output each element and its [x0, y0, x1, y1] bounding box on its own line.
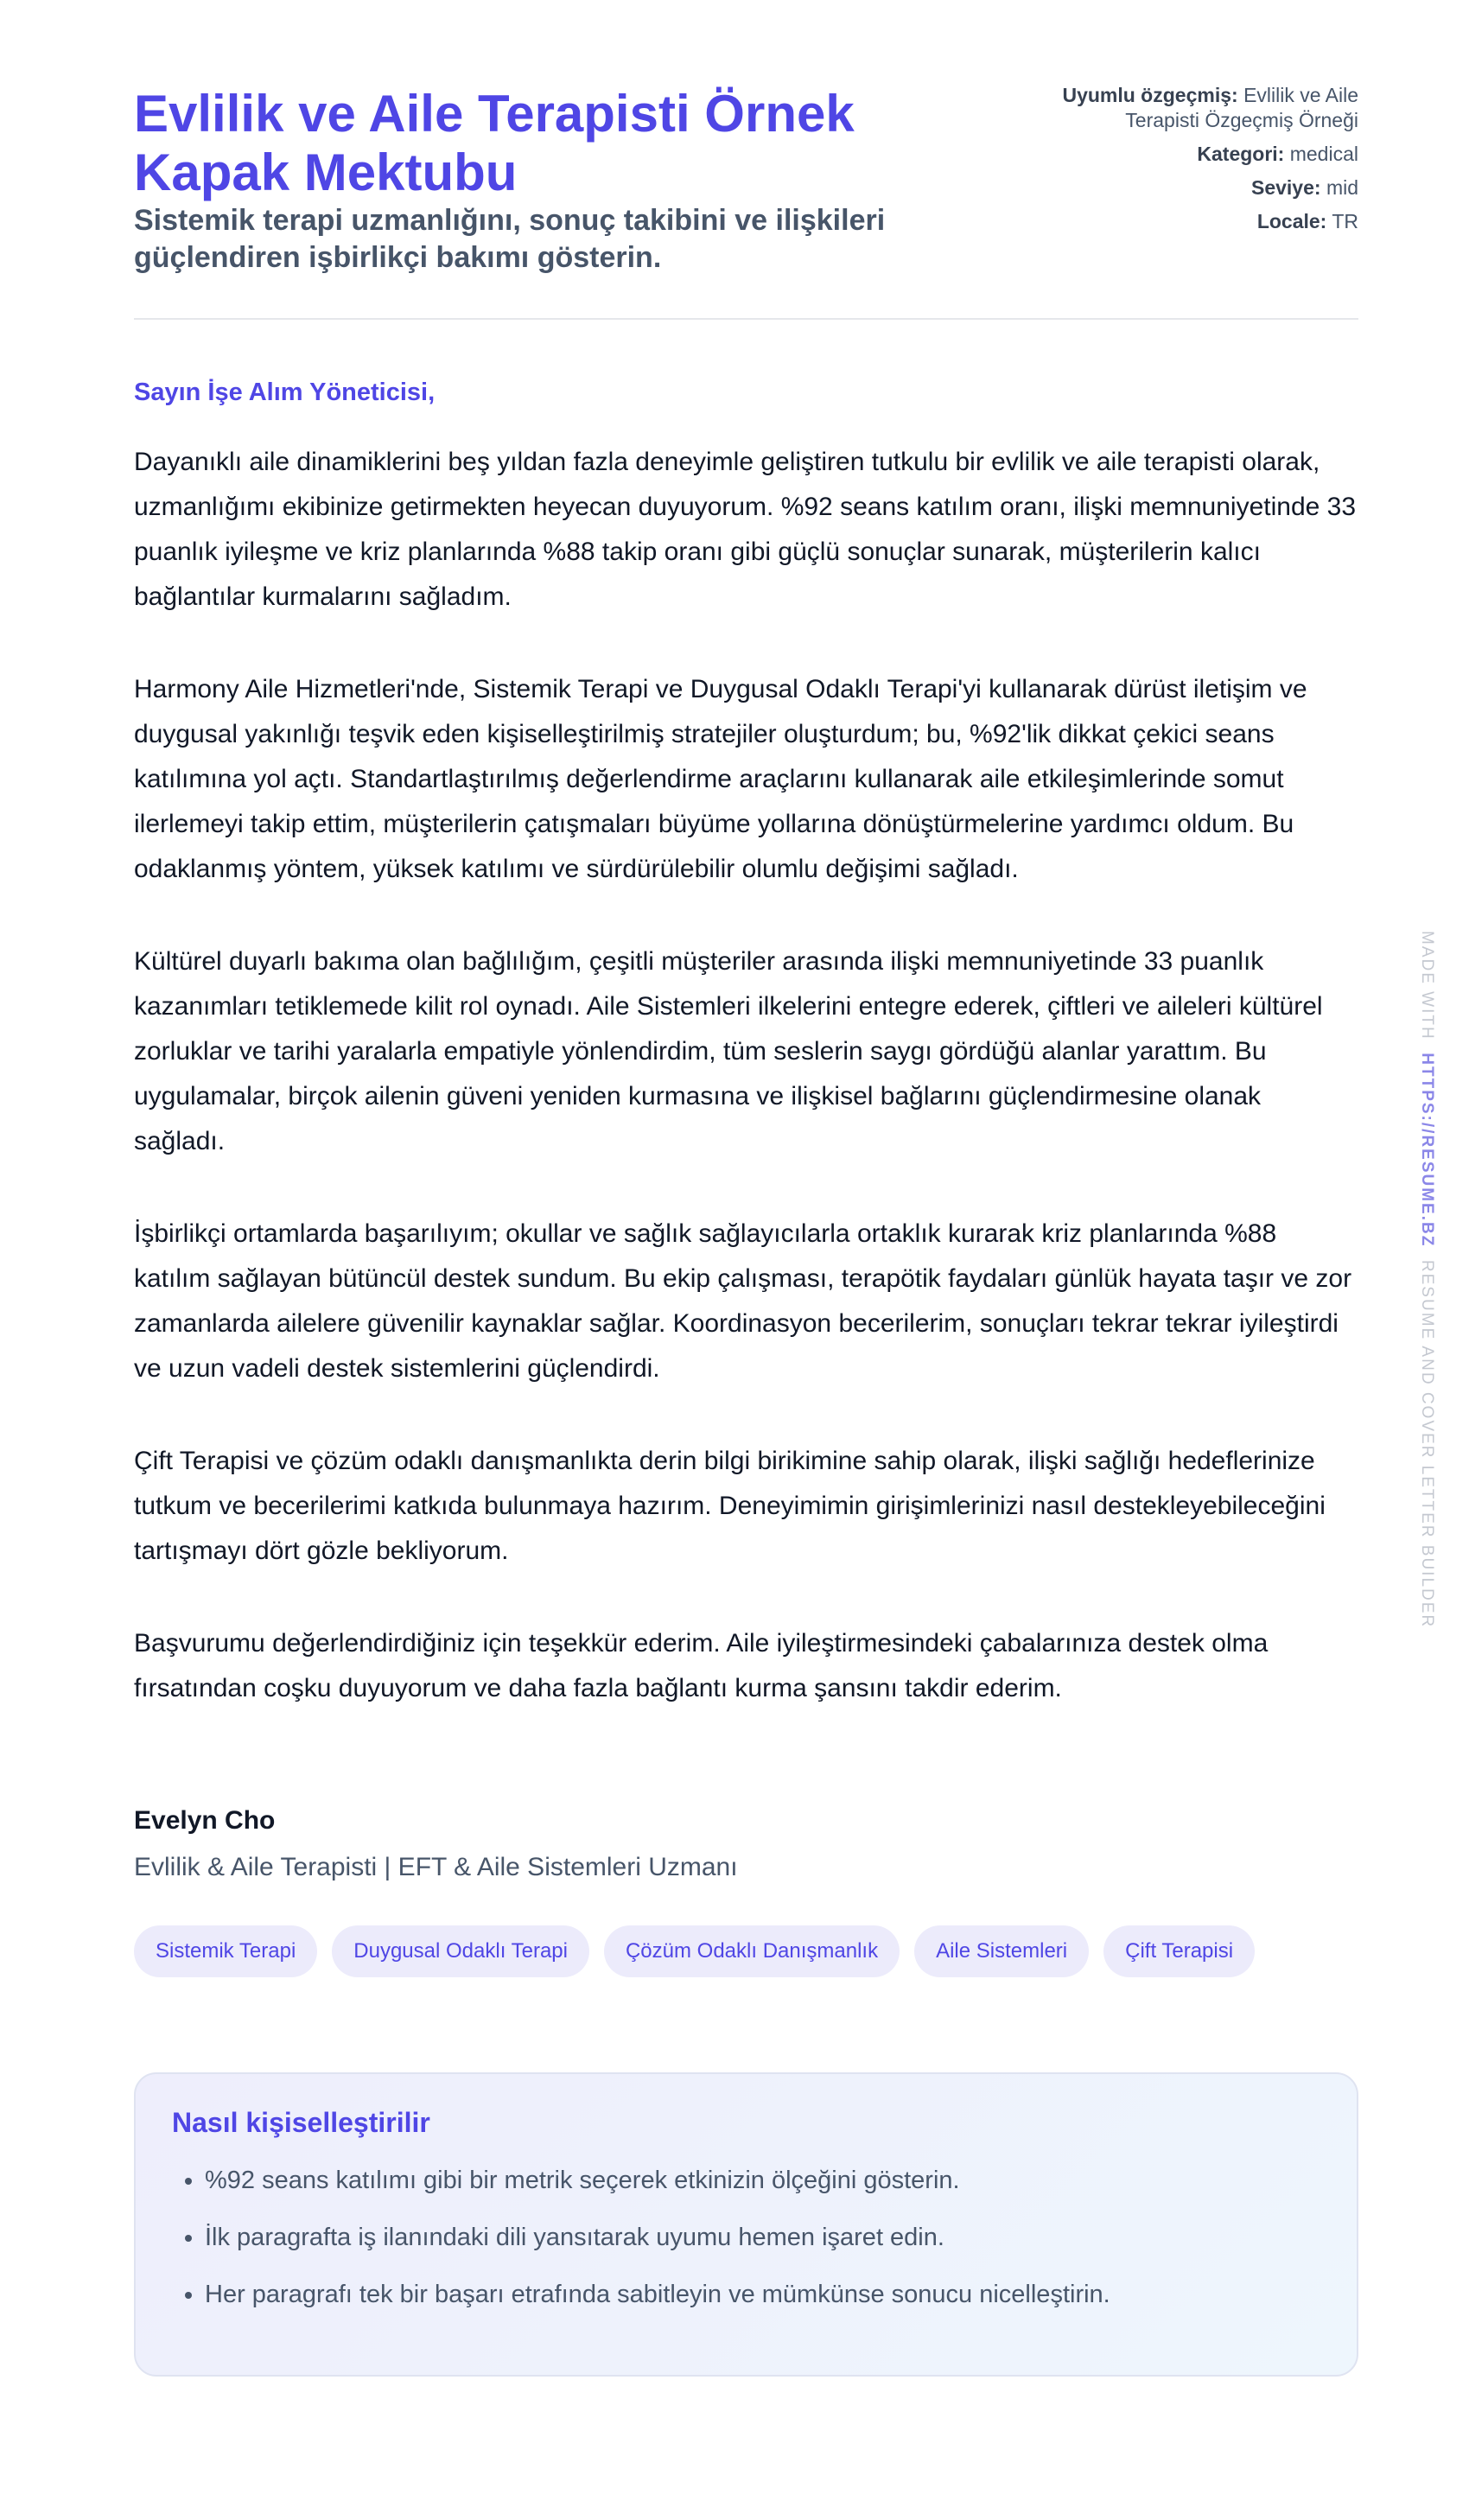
page-title: Evlilik ve Aile Terapisti Örnek Kapak Mektubu [134, 85, 855, 201]
paragraph: Kültürel duyarlı bakıma olan bağlılığım, çeşitli müşteriler arasında ilişki memnuniyetinde 33 puanlık kazanımları tetiklemede kilit rol oynadı. Aile Sistemleri ilkelerini entegre ederek, çiftleri ve aileleri kültürel zorluklar ve tarihi yaralarla empatiyle yönlendirdim, tüm seslerin saygı gördüğü alanlar yarattım. Bu uygulamalar, birçok ailenin güveni yeniden kurmasına ve ilişkisel bağlarını güçlendirmesine olanak sağladı. [134, 947, 1323, 1155]
tip-item: • %92 seans katılımı gibi bir metrik seçerek etkinizin ölçeğini gösterin. [205, 2165, 1320, 2196]
tag-chip: Aile Sistemleri [914, 1925, 1089, 1977]
signature-name: Evelyn Cho [134, 1806, 276, 1835]
tag-chip: Duygusal Odaklı Terapi [332, 1925, 589, 1977]
paragraph: Çift Terapisi ve çözüm odaklı danışmanlıkta derin bilgi birikimine sahip olarak, ilişki sağlığı hedeflerinize tutkum ve becerilerimi katkıda bulunmaya hazırım. Deneyimimin girişimlerinizi nasıl destekleyebileceğini tartışmayı dört gözle bekliyorum. [134, 1447, 1326, 1565]
tag-chip: Çözüm Odaklı Danışmanlık [604, 1925, 900, 1977]
tag-chip: Sistemik Terapi [134, 1925, 317, 1977]
meta-info [995, 83, 1358, 243]
letter-body [134, 440, 1358, 1711]
watermark: MADE WITH HTTPS://RESUME.BZ RESUME AND COVER LETTER BUILDER [1418, 931, 1436, 1629]
tips-box [134, 2072, 1358, 2377]
greeting: Sayın İşe Alım Yöneticisi, [134, 379, 436, 406]
paragraph: Dayanıklı aile dinamiklerini beş yıldan fazla deneyimle geliştiren tutkulu bir evlilik ve aile terapisti olarak, uzmanlığımı ekibinize getirmekten heyecan duyuyorum. %92 seans katılım oranı, ilişki memnuniyetinde 33 puanlık iyileşme ve kriz planlarında %88 takip oranı gibi güçlü sonuçlar sunarak, müşterilerin kalıcı bağlantılar kurmalarını sağladım. [134, 448, 1357, 611]
tips-list [172, 2165, 1320, 2310]
meta-locale: Locale: TR [1256, 210, 1358, 232]
meta-category: Kategori: medical [1197, 143, 1358, 165]
meta-level: Seviye: mid [1250, 176, 1358, 199]
tag-list [134, 1925, 1358, 1977]
meta-resume: Uyumlu özgeçmiş: Evlilik ve Aile Terapisti Özgeçmiş Örneği [1062, 84, 1358, 131]
header [134, 0, 1358, 320]
cover-letter-page [134, 0, 1358, 2377]
tag-chip: Çift Terapisi [1103, 1925, 1255, 1977]
paragraph: İşbirlikçi ortamlarda başarılıyım; okullar ve sağlık sağlayıcılarla ortaklık kurarak kriz planlarında %88 katılım sağlayan bütüncül destek sundum. Bu ekip çalışması, terapötik faydaları günlük hayata taşır ve zor zamanlarda ailelere güvenilir kaynaklar sağlar. Koordinasyon becerilerim, sonuçları tekrar tekrar iyileştirdi ve uzun vadeli destek sistemlerini güçlendirdi. [134, 1219, 1352, 1383]
paragraph: Başvurumu değerlendirdiğiniz için teşekkür ederim. Aile iyileştirmesindeki çabalarınıza destek olma fırsatından coşku duyuyorum ve daha fazla bağlantı kurma şansını takdir ederim. [134, 1629, 1269, 1702]
tip-item: • İlk paragrafta iş ilanındaki dili yansıtarak uyumu hemen işaret edin. [205, 2222, 1320, 2253]
signature-title: Evlilik & Aile Terapisti | EFT & Aile Sistemleri Uzmanı [134, 1853, 738, 1881]
watermark-link[interactable]: HTTPS://RESUME.BZ [1418, 1053, 1436, 1248]
tips-title: Nasıl kişiselleştirilir [172, 2107, 430, 2138]
page-subtitle: Sistemik terapi uzmanlığını, sonuç takibini ve ilişkileri güçlendiren işbirlikçi bakımı gösterin. [134, 204, 886, 274]
tip-item: • Her paragrafı tek bir başarı etrafında sabitleyin ve mümkünse sonucu nicelleştirin. [205, 2279, 1320, 2310]
paragraph: Harmony Aile Hizmetleri'nde, Sistemik Terapi ve Duygusal Odaklı Terapi'yi kullanarak dürüst iletişim ve duygusal yakınlığı teşvik eden kişiselleştirilmiş stratejiler oluşturdum; bu, %92'lik dikkat çekici seans katılımına yol açtı. Standartlaştırılmış değerlendirme araçlarını kullanarak aile etkileşimlerinde somut ilerlemeyi takip ettim, müşterilerin çatışmaları büyüme yollarına dönüştürmelerine yardımcı oldum. Bu odaklanmış yöntem, yüksek katılımı ve sürdürülebilir olumlu değişimi sağladı. [134, 675, 1307, 883]
